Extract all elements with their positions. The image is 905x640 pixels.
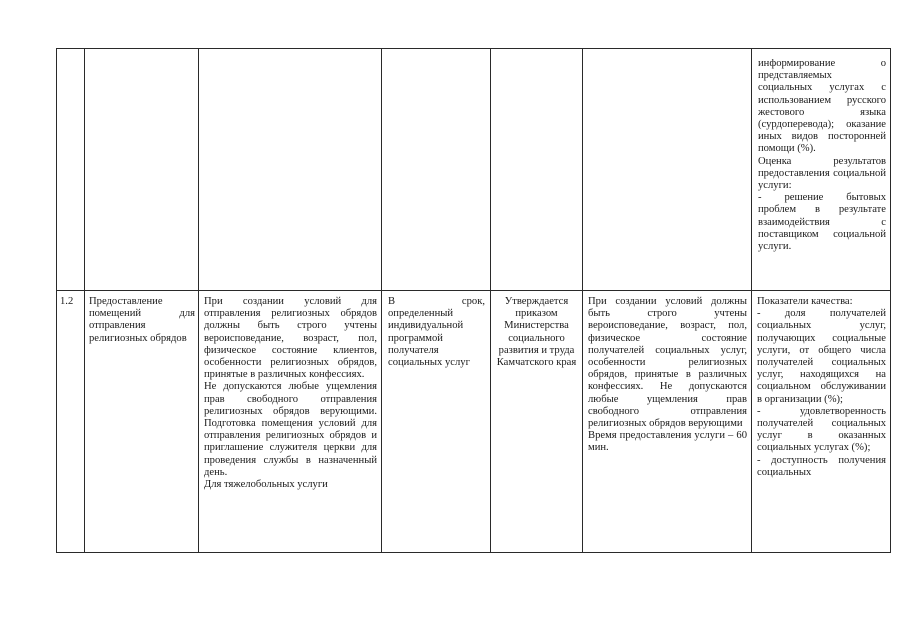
- indicator-3: - доступность получения социальных: [757, 454, 886, 478]
- col-border-1: [84, 48, 85, 553]
- description-paragraph-3: Для тяжелобольных услуги: [204, 479, 328, 491]
- description-paragraph-2: Не допускаются любые ущемления прав свободного отправления религиозных обрядов верующими. Подготовка помещения условий для отправления религиозных обрядов и приглашение служителя церкви для проведения службы в назначенный день.: [204, 381, 377, 478]
- indicator-2: - удовлетворенность получателей социальных услуг в оказанных социальных услугах (%);: [757, 405, 886, 454]
- service-approval: Утверждается приказом Министерства социального развития и труда Камчатского края: [496, 296, 577, 369]
- table-bottom-border: [56, 552, 890, 553]
- col-border-right: [890, 48, 891, 553]
- service-description: [204, 296, 377, 552]
- indicator-1: - доля получателей социальных услуг, получающих социальные услуги, от общего числа получателей социальных услуг, находящихся на социальном обслуживании в организации (%);: [757, 308, 886, 405]
- service-term: В срок, определенный индивидуальной программой получателя социальных услуг: [388, 296, 485, 369]
- col-border-6: [751, 48, 752, 553]
- table-top-border: [56, 48, 890, 49]
- conditions-paragraph-2: Время предоставления услуги – 60 мин.: [588, 430, 747, 454]
- top-indicators-cell: [758, 58, 886, 288]
- service-name: Предоставление помещений для отправления религиозных обрядов: [89, 296, 195, 344]
- col-border-5: [582, 48, 583, 553]
- conditions-paragraph-1: При создании условий должны быть строго учтены вероисповедание, возраст, пол, физическое состояние получателей социальных услуг, особенности религиозных обрядов, принятые в различных конфессиях. Не допускаются любые ущемления прав свободного отправления религиозных обрядов верующими: [588, 296, 747, 430]
- service-conditions: [588, 296, 747, 455]
- row-divider: [56, 290, 890, 291]
- col-border-2: [198, 48, 199, 553]
- indicators-continuation: информирование о представляемых социальных услугах с использованием русского жестового языка (сурдоперевода); оказание иных видов посторонней помощи (%).: [758, 58, 886, 155]
- row-number: 1.2: [60, 296, 74, 307]
- quality-indicators: [757, 296, 886, 552]
- col-border-left: [56, 48, 57, 553]
- col-border-4: [490, 48, 491, 553]
- col-border-3: [381, 48, 382, 553]
- indicators-title: Показатели качества:: [757, 296, 853, 307]
- description-paragraph-1: При создании условий для отправления религиозных обрядов должны быть строго учтены вероисповедание, возраст, пол, физическое состояние клиентов, особенности религиозных обрядов, принятые в различных конфессиях.: [204, 296, 377, 381]
- assessment-item: - решение бытовых проблем в результате взаимодействия с поставщиком социальной услуги.: [758, 192, 886, 253]
- assessment-title: Оценка результатов предоставления социальной услуги:: [758, 155, 886, 192]
